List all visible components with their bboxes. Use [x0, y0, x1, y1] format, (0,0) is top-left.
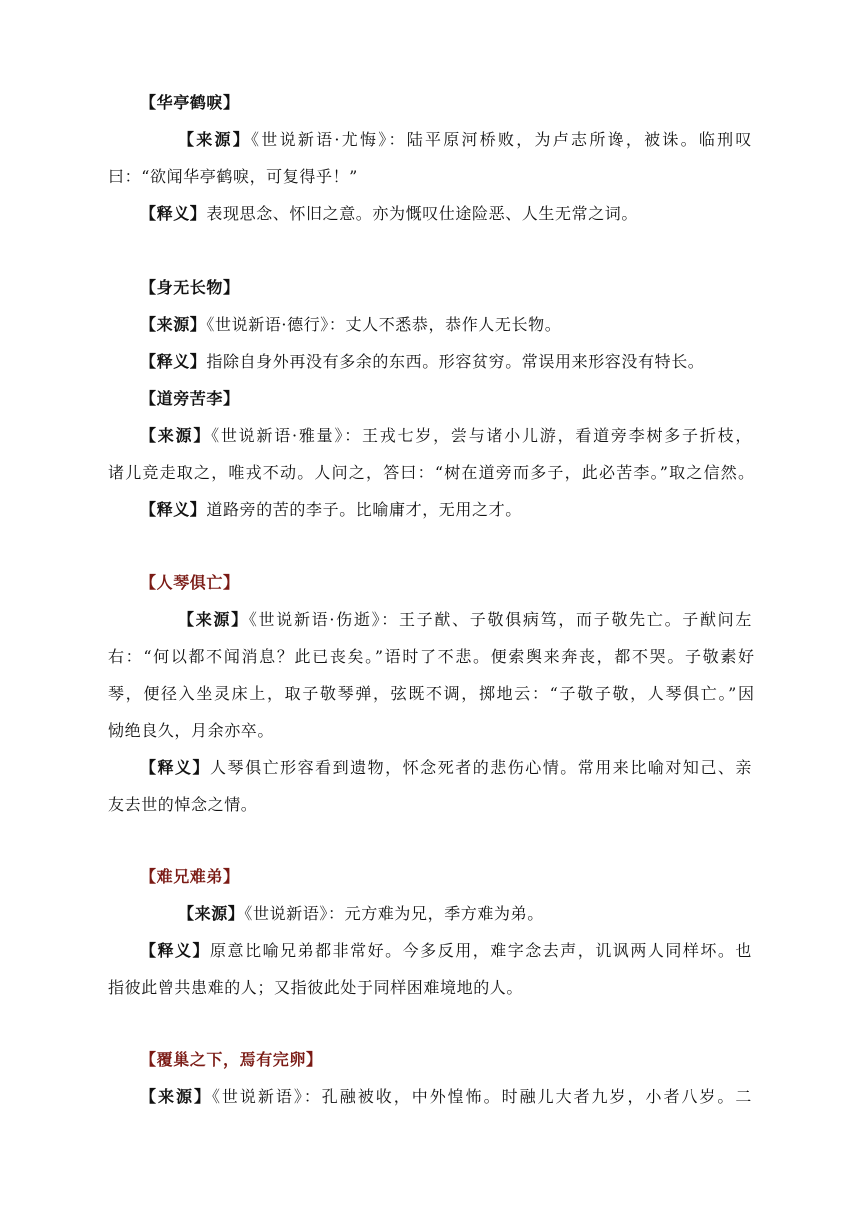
- meaning-paragraph-line: [140, 499, 522, 521]
- meaning-paragraph-line: [140, 203, 638, 225]
- meaning-text: 道路旁的苦的李子。比喻庸才，无用之才。: [206, 500, 522, 519]
- source-text: 《世说新语·雅量》：王戎七岁，尝与诸小儿游，看道旁李树多子折枝，: [211, 426, 752, 445]
- source-text: 曰：“欲闻华亭鹤唳，可复得乎！”: [108, 167, 358, 186]
- meaning-label: 【释义】: [140, 500, 207, 519]
- source-text: 《世说新语》：元方难为兄，季方难为弟。: [244, 904, 544, 923]
- source-paragraph-line: [140, 425, 752, 447]
- source-text: 琴，便径入坐灵床上，取子敬琴弹，弦既不调，掷地云：“子敬子敬，人琴俱亡。”因: [108, 684, 754, 703]
- entry-title: 【人琴俱亡】: [140, 573, 240, 592]
- source-label: 【来源】: [140, 1087, 212, 1106]
- meaning-paragraph-line: [140, 351, 704, 373]
- source-text: 诸儿竞走取之，唯戎不动。人问之，答曰：“树在道旁而多子，此必苦李。”取之信然。: [108, 463, 754, 482]
- meaning-text: 原意比喻兄弟都非常好。今多反用，难字念去声，讥讽两人同样坏。也: [210, 941, 752, 960]
- meaning-label: 【释义】: [140, 941, 211, 960]
- entry-title: 【道旁苦李】: [140, 389, 240, 408]
- meaning-text: 友去世的悼念之情。: [108, 795, 258, 814]
- meaning-text: 指彼此曾共患难的人；又指彼此处于同样困难境地的人。: [108, 978, 524, 997]
- source-label: 【来源】: [140, 315, 207, 334]
- source-text: 右：“何以都不闻消息？此已丧矣。”语时了不悲。便索舆来奔丧，都不哭。子敬素好: [108, 647, 754, 666]
- meaning-text: 指除自身外再没有多余的东西。形容贫穷。常误用来形容没有特长。: [206, 352, 705, 371]
- source-text: 《世说新语·尤悔》：陆平原河桥败，为卢志所谗，被诛。临刑叹: [251, 130, 752, 149]
- meaning-label: 【释义】: [140, 204, 207, 223]
- source-label: 【来源】: [178, 904, 245, 923]
- meaning-paragraph-line: [140, 940, 752, 962]
- source-label: 【来源】: [140, 426, 212, 445]
- source-paragraph-line: [178, 129, 752, 151]
- source-paragraph-line: [140, 314, 561, 336]
- source-paragraph-line: [140, 1086, 752, 1108]
- entry-title: 【华亭鹤唳】: [140, 93, 240, 112]
- meaning-text: 表现思念、怀旧之意。亦为慨叹仕途险恶、人生无常之词。: [206, 204, 639, 223]
- source-label: 【来源】: [178, 130, 252, 149]
- source-paragraph-line: [178, 609, 752, 631]
- source-text: 《世说新语·伤逝》：王子猷、子敬俱病笃，而子敬先亡。子猷问左: [248, 610, 752, 629]
- source-text: 恸绝良久，月余亦卒。: [108, 721, 275, 740]
- meaning-text: 人琴俱亡形容看到遗物，怀念死者的悲伤心情。常用来比喻对知己、亲: [210, 758, 752, 777]
- source-text: 《世说新语·德行》：丈人不悉恭，恭作人无长物。: [206, 315, 562, 334]
- source-paragraph-line: [178, 903, 544, 925]
- source-text: 《世说新语》：孔融被收，中外惶怖。时融儿大者九岁，小者八岁。二: [211, 1087, 752, 1106]
- entry-title: 【难兄难弟】: [140, 867, 240, 886]
- entry-title: 【覆巢之下，焉有完卵】: [140, 1050, 323, 1069]
- meaning-label: 【释义】: [140, 352, 207, 371]
- source-label: 【来源】: [178, 610, 249, 629]
- meaning-label: 【释义】: [140, 758, 211, 777]
- meaning-paragraph-line: [140, 757, 752, 779]
- entry-title: 【身无长物】: [140, 278, 240, 297]
